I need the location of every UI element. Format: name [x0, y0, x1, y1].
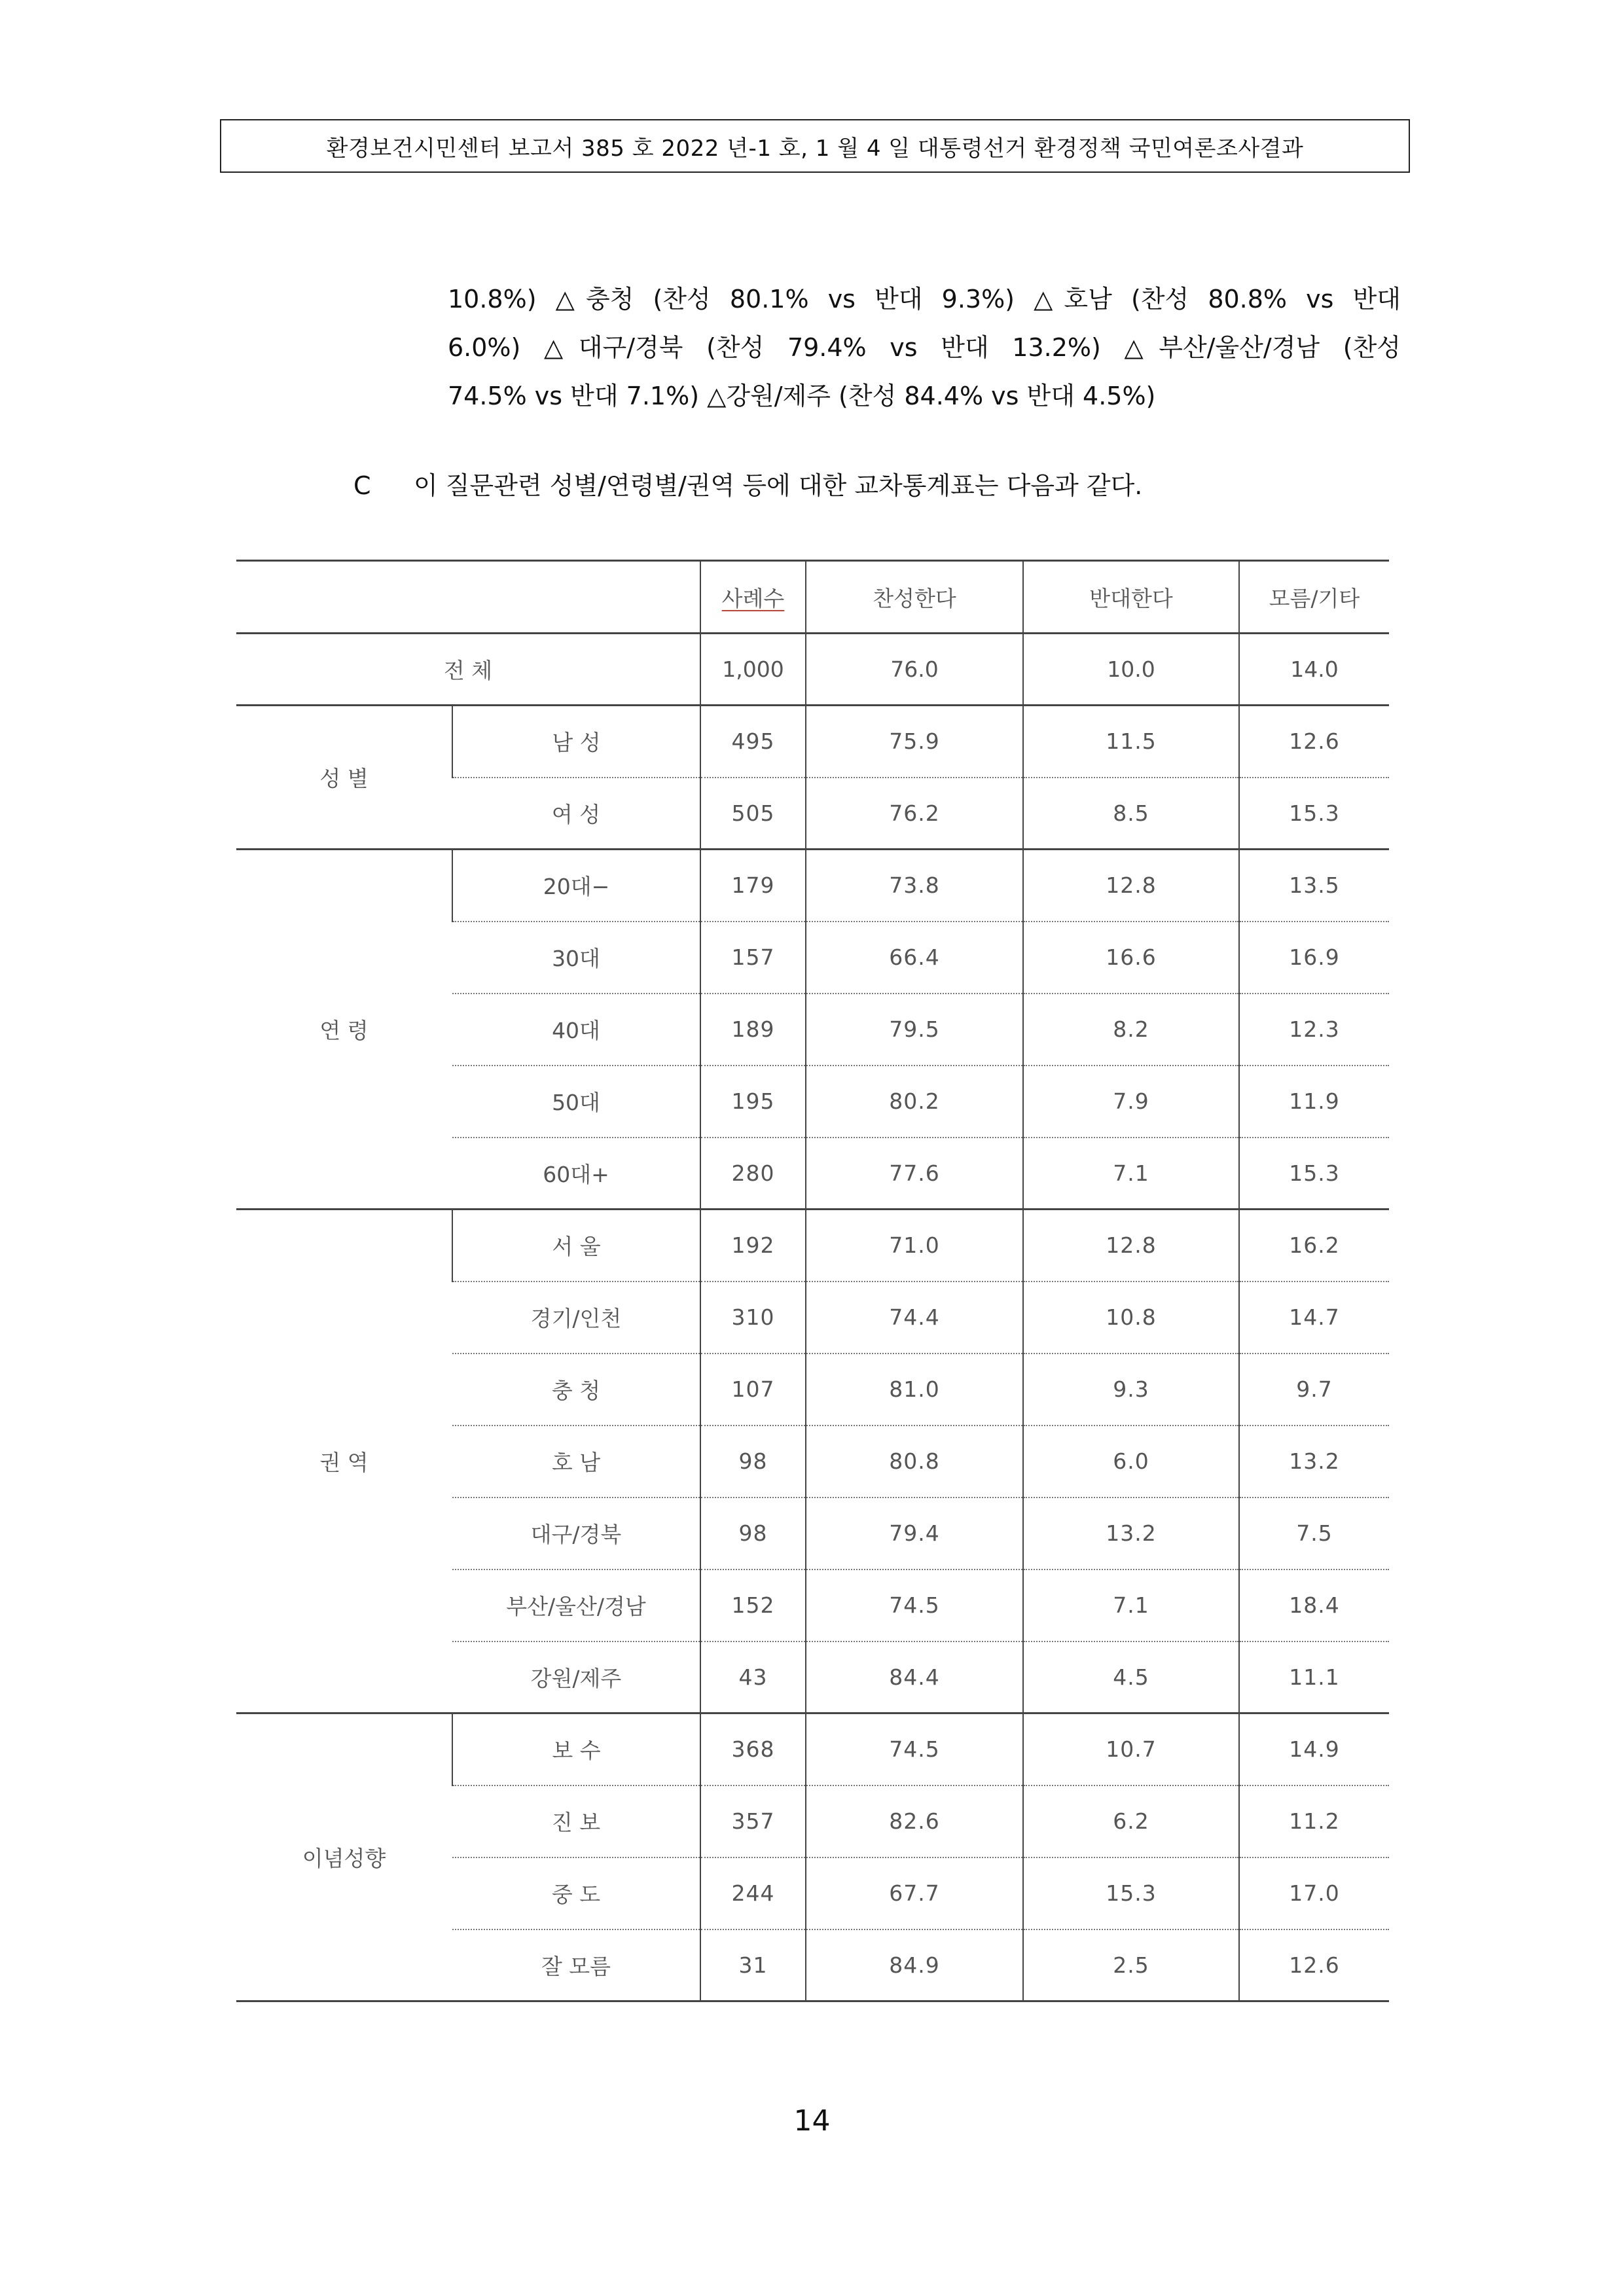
cell-cases: 152 — [700, 1570, 806, 1641]
cell-agree: 73.8 — [806, 850, 1023, 922]
row-label: 서 울 — [452, 1210, 700, 1282]
cell-disagree: 8.5 — [1023, 778, 1239, 850]
summary-paragraph — [448, 275, 1401, 420]
table-row — [236, 1210, 1389, 1282]
cell-unknown: 12.6 — [1239, 706, 1389, 778]
cell-unknown: 15.3 — [1239, 1138, 1389, 1210]
row-label: 60대+ — [452, 1138, 700, 1210]
cell-disagree: 15.3 — [1023, 1857, 1239, 1929]
cell-unknown: 15.3 — [1239, 778, 1389, 850]
cell-unknown: 13.2 — [1239, 1426, 1389, 1498]
cell-cases: 368 — [700, 1713, 806, 1785]
crosstab-intro — [353, 466, 1142, 505]
row-label: 잘 모름 — [452, 1929, 700, 2001]
cell-agree: 81.0 — [806, 1354, 1023, 1426]
cell-disagree: 6.2 — [1023, 1785, 1239, 1857]
row-label: 충 청 — [452, 1354, 700, 1426]
cell-agree: 80.8 — [806, 1426, 1023, 1498]
row-label: 50대 — [452, 1066, 700, 1138]
cell-cases: 280 — [700, 1138, 806, 1210]
cell-unknown: 13.5 — [1239, 850, 1389, 922]
cell-agree: 84.9 — [806, 1929, 1023, 2001]
cell-disagree: 13.2 — [1023, 1498, 1239, 1570]
cell-unknown: 11.2 — [1239, 1785, 1389, 1857]
cell-unknown: 11.9 — [1239, 1066, 1389, 1138]
cell-disagree: 6.0 — [1023, 1426, 1239, 1498]
cell-agree: 71.0 — [806, 1210, 1023, 1282]
header-empty-cell — [236, 561, 700, 634]
cell-cases: 98 — [700, 1498, 806, 1570]
cell-cases: 357 — [700, 1785, 806, 1857]
cell-agree: 77.6 — [806, 1138, 1023, 1210]
cell-agree: 75.9 — [806, 706, 1023, 778]
cell-agree: 76.0 — [806, 634, 1023, 706]
cell-unknown: 14.9 — [1239, 1713, 1389, 1785]
cell-unknown: 17.0 — [1239, 1857, 1389, 1929]
cell-unknown: 11.1 — [1239, 1641, 1389, 1713]
row-label: 30대 — [452, 922, 700, 994]
cell-cases: 244 — [700, 1857, 806, 1929]
cell-cases: 107 — [700, 1354, 806, 1426]
cell-agree: 76.2 — [806, 778, 1023, 850]
cell-agree: 74.4 — [806, 1282, 1023, 1354]
cell-unknown: 16.2 — [1239, 1210, 1389, 1282]
cell-cases: 98 — [700, 1426, 806, 1498]
cell-cases: 31 — [700, 1929, 806, 2001]
cell-agree: 66.4 — [806, 922, 1023, 994]
cell-cases: 192 — [700, 1210, 806, 1282]
row-label: 여 성 — [452, 778, 700, 850]
column-header-disagree: 반대한다 — [1023, 561, 1239, 634]
cell-agree: 80.2 — [806, 1066, 1023, 1138]
row-label: 보 수 — [452, 1713, 700, 1785]
cell-disagree: 16.6 — [1023, 922, 1239, 994]
row-label: 호 남 — [452, 1426, 700, 1498]
cell-agree: 84.4 — [806, 1641, 1023, 1713]
cell-cases: 1,000 — [700, 634, 806, 706]
cell-cases: 189 — [700, 994, 806, 1066]
paragraph-line: 6.0%) △대구/경북 (찬성 79.4% vs 반대 13.2%) △부산/울산/경남 (찬성 — [448, 333, 1401, 362]
cell-cases: 157 — [700, 922, 806, 994]
cell-disagree: 12.8 — [1023, 850, 1239, 922]
report-header-title: 환경보건시민센터 보고서 385 호 2022 년-1 호, 1 월 4 일 대통령선거 환경정책 국민여론조사결과 — [326, 135, 1304, 162]
cell-cases: 43 — [700, 1641, 806, 1713]
cell-unknown: 18.4 — [1239, 1570, 1389, 1641]
cell-agree: 79.5 — [806, 994, 1023, 1066]
cell-agree: 74.5 — [806, 1713, 1023, 1785]
cell-cases: 195 — [700, 1066, 806, 1138]
table-header-row — [236, 561, 1389, 634]
cell-disagree: 9.3 — [1023, 1354, 1239, 1426]
cell-disagree: 7.9 — [1023, 1066, 1239, 1138]
paragraph-line: 10.8%) △충청 (찬성 80.1% vs 반대 9.3%) △호남 (찬성 80.8% vs 반대 — [448, 285, 1401, 314]
cell-agree: 82.6 — [806, 1785, 1023, 1857]
column-header-label: 사례수 — [721, 585, 785, 611]
cell-agree: 67.7 — [806, 1857, 1023, 1929]
row-label: 경기/인천 — [452, 1282, 700, 1354]
row-label-total: 전 체 — [236, 634, 700, 706]
group-label: 연 령 — [236, 850, 452, 1210]
row-label: 강원/제주 — [452, 1641, 700, 1713]
table-row — [236, 850, 1389, 922]
cell-agree: 74.5 — [806, 1570, 1023, 1641]
crosstab-table — [236, 560, 1389, 2002]
row-label: 20대− — [452, 850, 700, 922]
group-label: 이념성향 — [236, 1713, 452, 2001]
crosstab-intro-text: 이 질문관련 성별/연령별/권역 등에 대한 교차통계표는 다음과 같다. — [414, 471, 1143, 500]
table-row-total — [236, 634, 1389, 706]
cell-disagree: 10.0 — [1023, 634, 1239, 706]
cell-unknown: 14.7 — [1239, 1282, 1389, 1354]
cell-disagree: 10.7 — [1023, 1713, 1239, 1785]
cell-agree: 79.4 — [806, 1498, 1023, 1570]
bullet-marker: C — [353, 471, 371, 500]
cell-unknown: 12.6 — [1239, 1929, 1389, 2001]
cell-disagree: 4.5 — [1023, 1641, 1239, 1713]
group-label: 성 별 — [236, 706, 452, 850]
cell-unknown: 14.0 — [1239, 634, 1389, 706]
paragraph-line: 74.5% vs 반대 7.1%) △강원/제주 (찬성 84.4% vs 반대 4.5%) — [448, 382, 1156, 410]
row-label: 중 도 — [452, 1857, 700, 1929]
cell-unknown: 9.7 — [1239, 1354, 1389, 1426]
row-label: 부산/울산/경남 — [452, 1570, 700, 1641]
column-header-agree: 찬성한다 — [806, 561, 1023, 634]
report-header — [220, 119, 1410, 173]
row-label: 대구/경북 — [452, 1498, 700, 1570]
row-label: 40대 — [452, 994, 700, 1066]
cell-unknown: 7.5 — [1239, 1498, 1389, 1570]
cell-disagree: 11.5 — [1023, 706, 1239, 778]
cell-cases: 505 — [700, 778, 806, 850]
row-label: 진 보 — [452, 1785, 700, 1857]
row-label: 남 성 — [452, 706, 700, 778]
column-header-unknown: 모름/기타 — [1239, 561, 1389, 634]
cell-unknown: 12.3 — [1239, 994, 1389, 1066]
page-number: 14 — [793, 2104, 831, 2138]
column-header-cases — [700, 561, 806, 634]
cell-unknown: 16.9 — [1239, 922, 1389, 994]
group-label: 권 역 — [236, 1210, 452, 1713]
cell-disagree: 2.5 — [1023, 1929, 1239, 2001]
cell-disagree: 7.1 — [1023, 1138, 1239, 1210]
cell-disagree: 12.8 — [1023, 1210, 1239, 1282]
table-row — [236, 1713, 1389, 1785]
cell-cases: 179 — [700, 850, 806, 922]
table-row — [236, 706, 1389, 778]
cell-cases: 495 — [700, 706, 806, 778]
cell-disagree: 7.1 — [1023, 1570, 1239, 1641]
cell-cases: 310 — [700, 1282, 806, 1354]
cell-disagree: 8.2 — [1023, 994, 1239, 1066]
cell-disagree: 10.8 — [1023, 1282, 1239, 1354]
